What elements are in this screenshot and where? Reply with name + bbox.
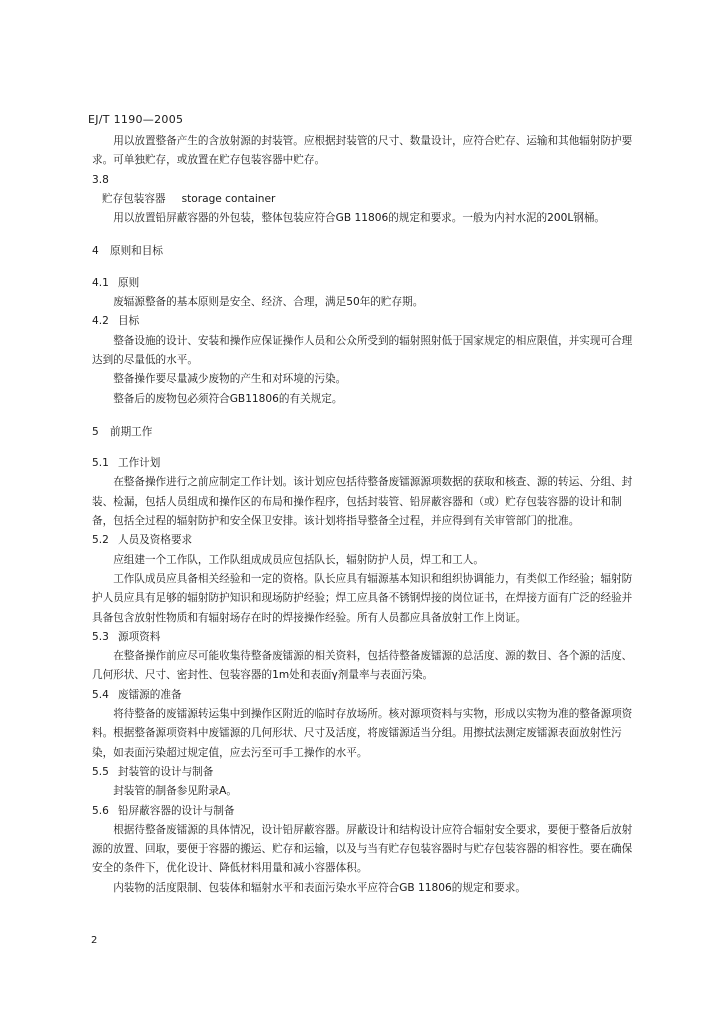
section-5-5-number: 5.5	[92, 765, 109, 778]
paragraph-5-6-b: 内装物的活度限制、包装体和辐射水平和表面污染水平应符合GB 11806的规定和要求。	[113, 881, 526, 894]
section-5-6-title: 铅屏蔽容器的设计与制备	[118, 804, 235, 817]
paragraph-5-6-a: 根据待整备废镭源的具体情况，设计铅屏蔽容器。屏蔽设计和结构设计应符合辐射安全要求，要便于整备后放射源的放置、回取，要便于容器的搬运、贮存和运输，以及与当有贮存包装容器时与贮存包装容器的相容性。要在确保安全的条件下，优化设计、降低材料用量和减小容器体积。	[92, 823, 633, 875]
section-3-8-term	[92, 190, 638, 209]
paragraph-5-1: 在整备操作进行之前应制定工作计划。该计划应包括待整备废镭源源项数据的获取和核查、源的转运、分组、封装、检漏，包括人员组成和操作区的布局和操作程序，包括封装管、铅屏蔽容器和（或）贮存包装容器的设计和制备，包括全过程的辐射防护和安全保卫安排。该计划将指导整备全过程，并应得到有关审管部门的批准。	[92, 476, 633, 528]
section-5-1-title: 工作计划	[118, 457, 161, 470]
document-body	[92, 132, 638, 898]
paragraph-5-5: 封装管的制备参见附录A。	[113, 785, 237, 798]
section-5-2-number: 5.2	[92, 534, 109, 547]
standard-code-header: EJ/T 1190—2005	[88, 113, 184, 126]
paragraph-5-4: 将待整备的废镭源转运集中到操作区附近的临时存放场所。核对源项资料与实物，形成以实物为准的整备源项资料。根据整备源项资料中废镭源的几何形状、尺寸及活度，将废镭源适当分组。用擦拭法测定废镭源表面放射性污染，如表面污染超过规定值，应去污至可手工操作的水平。	[92, 708, 633, 759]
section-4-number: 4	[92, 245, 99, 258]
section-4-heading	[92, 242, 638, 261]
section-4-1-number: 4.1	[92, 276, 109, 289]
paragraph-storage-container: 用以放置铅屏蔽容器的外包装，整体包装应符合GB 11806的规定和要求。一般为内衬水泥的200L钢桶。	[113, 212, 606, 225]
paragraph-5-2-a: 应组建一个工作队，工作队组成成员应包括队长，辐射防护人员，焊工和工人。	[113, 553, 484, 566]
section-5-1-number: 5.1	[92, 457, 109, 470]
paragraph-4-2-b: 整备操作要尽量减少废物的产生和对环境的污染。	[113, 373, 347, 386]
section-5-6-heading	[92, 802, 638, 821]
section-5-4-title: 废镭源的准备	[118, 688, 182, 701]
section-4-1-title: 原则	[118, 276, 140, 289]
section-4-2-number: 4.2	[92, 315, 109, 328]
section-5-3-heading	[92, 628, 638, 647]
section-5-5-title: 封装管的设计与制备	[118, 765, 214, 778]
section-4-2-title: 目标	[118, 315, 140, 328]
term-chinese: 贮存包装容器	[102, 192, 166, 205]
paragraph-4-2-a: 整备设施的设计、安装和操作应保证操作人员和公众所受到的辐射照射低于国家规定的相应限值，并实现可合理达到的尽量低的水平。	[92, 334, 633, 366]
paragraph-5-3: 在整备操作前应尽可能收集待整备废镭源的相关资料，包括待整备废镭源的总活度、源的数目、各个源的活度、几何形状、尺寸、密封性、包装容器的1m处和表面γ剂量率与表面污染。	[92, 650, 633, 682]
section-4-title: 原则和目标	[110, 245, 163, 258]
section-5-4-number: 5.4	[92, 688, 109, 701]
section-3-8-number: 3.8	[92, 173, 109, 186]
paragraph-5-2-b: 工作队成员应具备相关经验和一定的资格。队长应具有辐源基本知识和组织协调能力，有类似工作经验；辐射防护人员应具有足够的辐射防护知识和现场防护经验；焊工应具备不锈钢焊接的岗位证书，在焊接方面有广泛的经验并具备包含放射性物质和有辐射场存在时的焊接操作经验。所有人员都应具备放射工作上岗证。	[92, 572, 633, 624]
section-4-1-heading	[92, 274, 638, 293]
section-5-title: 前期工作	[110, 425, 153, 438]
page-number: 2	[91, 935, 98, 946]
section-5-3-title: 源项资料	[118, 630, 161, 643]
section-5-1-heading	[92, 454, 638, 473]
section-4-2-heading	[92, 312, 638, 331]
section-5-heading	[92, 423, 638, 442]
paragraph-seal-container: 用以放置整备产生的含放射源的封装管。应根据封装管的尺寸、数量设计，应符合贮存、运输和其他辐射防护要求。可单独贮存，或放置在贮存包装容器中贮存。	[92, 135, 633, 167]
section-5-2-title: 人员及资格要求	[118, 534, 193, 547]
section-5-number: 5	[92, 425, 99, 438]
section-5-6-number: 5.6	[92, 804, 109, 817]
term-english: storage container	[181, 192, 276, 205]
section-5-2-heading	[92, 531, 638, 550]
paragraph-4-2-c: 整备后的废物包必须符合GB11806的有关规定。	[113, 392, 343, 405]
section-5-4-heading	[92, 686, 638, 705]
section-5-3-number: 5.3	[92, 630, 109, 643]
paragraph-4-1: 废辐源整备的基本原则是安全、经济、合理，满足50年的贮存期。	[113, 296, 424, 309]
section-5-5-heading	[92, 763, 638, 782]
